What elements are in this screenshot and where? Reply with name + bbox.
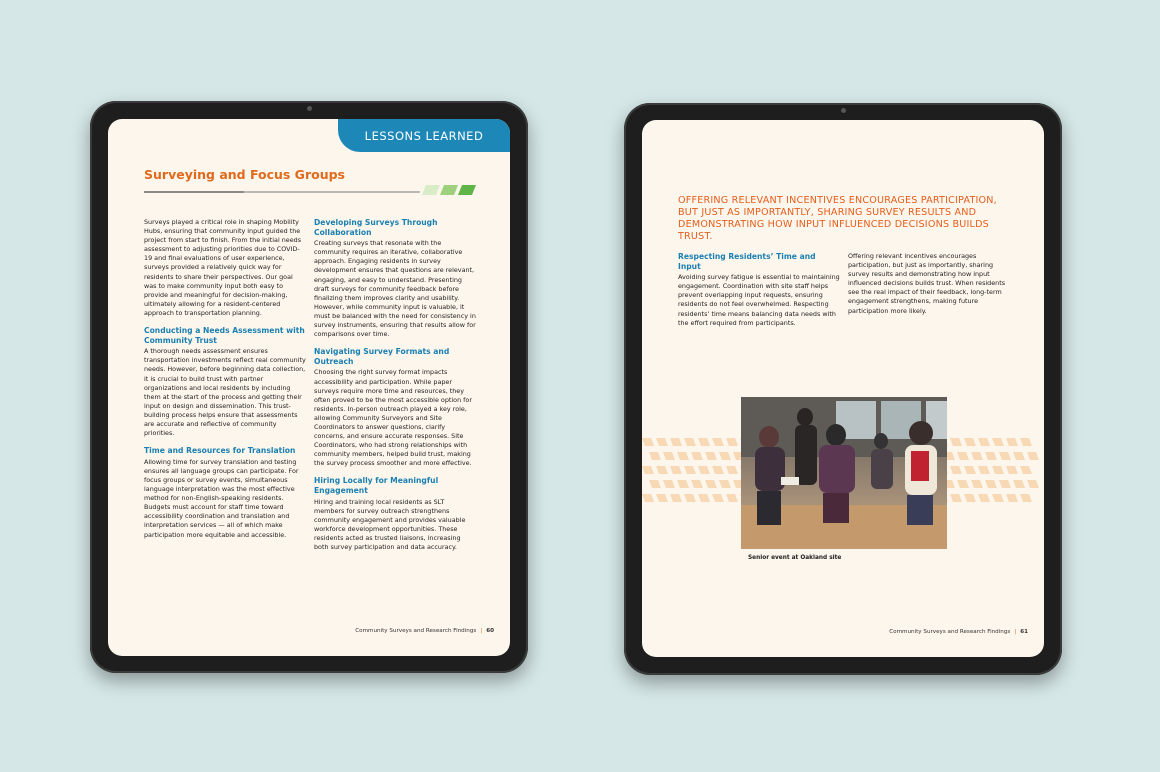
chevron-shape [1027, 480, 1039, 488]
section-body: Avoiding survey fatigue is essential to maintaining engagement. Coordination with site staff helps prevent overlapping input requests, ensuring residents do not feel overwhelmed. Respecting residents’ time means balancing data needs with the effort required from participants. [678, 273, 840, 327]
chevron-shape [999, 480, 1011, 488]
chevron-shape [1006, 466, 1018, 474]
chevron-shape [719, 452, 731, 460]
chevron-shape [642, 438, 654, 446]
chevron-shape [726, 438, 738, 446]
chevron-shape [684, 438, 696, 446]
section-body: Allowing time for survey translation and testing ensures all language groups can participate. For focus groups or survey events, simultaneous language interpretation was the most effective method for non-English-speaking residents. Budgets must account for staff time toward accessibility coordination and translation and interpretation services — all of which make participation more equitable and accessible. [144, 457, 299, 539]
photo-caption: Senior event at Oakland site [748, 555, 842, 561]
page-footer [355, 628, 494, 634]
chevron-shape [999, 452, 1011, 460]
chevron-shape [992, 466, 1004, 474]
chevron-shape [964, 466, 976, 474]
chevron-shape [1006, 494, 1018, 502]
chevron-shape [684, 466, 696, 474]
chevron-shape [950, 438, 962, 446]
title-divider [144, 191, 420, 193]
chevron-shape [642, 466, 654, 474]
chevron-shape [957, 480, 969, 488]
pull-quote: OFFERING RELEVANT INCENTIVES ENCOURAGES PARTICIPATION, BUT JUST AS IMPORTANTLY, SHARING SURVEY RESULTS AND DEMONSTRATING HOW INPUT INFLUENCED DECISIONS BUILDS TRUST. [678, 195, 997, 242]
chevron-shape [656, 438, 668, 446]
chevron-shape [950, 466, 962, 474]
section-heading: Navigating Survey Formats and Outreach [314, 347, 450, 366]
left-tablet [90, 101, 528, 673]
right-tablet [624, 103, 1062, 675]
chevron-shape [649, 480, 661, 488]
chevron-shape [1006, 438, 1018, 446]
chevron-shape [691, 452, 703, 460]
section-banner: LESSONS LEARNED [338, 119, 510, 152]
chevron-shape [985, 480, 997, 488]
chevron-shape [964, 494, 976, 502]
chevron-shape [656, 494, 668, 502]
chevron-shape [698, 494, 710, 502]
chevron-shape [642, 494, 654, 502]
chevron-shape [978, 466, 990, 474]
chevron-shape [670, 494, 682, 502]
page-footer [889, 629, 1028, 635]
footer-separator: | [480, 628, 483, 634]
chevron-shape [1020, 494, 1032, 502]
chevron-shape [978, 438, 990, 446]
chevron-shape [677, 480, 689, 488]
page-title: Surveying and Focus Groups [144, 167, 345, 182]
chevron-shape [964, 438, 976, 446]
right-column-2 [848, 252, 1010, 324]
event-photo [741, 397, 947, 549]
left-column-2 [314, 218, 476, 560]
chevron-shape [1020, 466, 1032, 474]
section-heading: Respecting Residents’ Time and Input [678, 252, 816, 271]
chevron-shape [705, 452, 717, 460]
chevron-shape [726, 494, 738, 502]
chevron-shape [663, 452, 675, 460]
chevron-shape [712, 494, 724, 502]
chevron-shape [691, 480, 703, 488]
chevron-shape [957, 452, 969, 460]
chevron-shape [1013, 452, 1025, 460]
chevron-shape [1027, 452, 1039, 460]
chevron-shape [950, 494, 962, 502]
right-page [642, 120, 1044, 657]
chevron-shape [670, 466, 682, 474]
right-column-1 [678, 252, 840, 336]
chevron-shape [971, 480, 983, 488]
decorative-bar [458, 185, 476, 195]
chevron-shape [978, 494, 990, 502]
chevron-shape [712, 438, 724, 446]
left-page [108, 119, 510, 656]
section-heading: Time and Resources for Translation [144, 446, 296, 456]
section-body: Choosing the right survey format impacts accessibility and participation. While paper surveys require more time and resources, they often proved to be the most accessible option for residents. In-person outreach played a key role, allowing Community Surveyors and Site Coordinators to answer questions, clarify concerns, and ensure accurate responses. Site Coordinators, who had strong relationships with community members, helped build trust, making the survey process smoother and more effective. [314, 368, 472, 468]
section-body: Creating surveys that resonate with the community requires an iterative, collaborative approach. Engaging residents in survey development ensures that questions are relevant, engaging, and easy to understand. Presenting draft surveys for community feedback before finalizing them improves clarity and usability. However, while community input is valuable, it must be balanced with the need for consistency in survey instruments, ensuring that results allow for comparisons over time. [314, 239, 476, 339]
chevron-shape [649, 452, 661, 460]
section-body: Offering relevant incentives encourages participation, but just as importantly, sharing survey results and demonstrating how input influenced decisions builds trust. When residents see the real impact of their feedback, long-term engagement strengthens, making future participation more likely. [848, 252, 1006, 315]
chevron-shape [677, 452, 689, 460]
chevron-shape [698, 438, 710, 446]
decorative-bars [424, 185, 474, 195]
chevron-shape [1020, 438, 1032, 446]
chevron-shape [719, 480, 731, 488]
chevron-shape [663, 480, 675, 488]
camera-dot [307, 106, 312, 111]
photo-illustration [741, 397, 947, 549]
section-body: A thorough needs assessment ensures transportation investments reflect real community needs. However, before beginning data collection, it is crucial to build trust with partner organizations and local residents by including them at the start of the process and getting their input on design and dissemination. This trust-building process helps ensure that assessments are accurate and reflective of community priorities. [144, 347, 306, 438]
section-body: Hiring and training local residents as SLT members for survey outreach strengthens community engagement and provides valuable workforce development opportunities. These residents acted as trusted liaisons, increasing both survey participation and data accuracy. [314, 497, 466, 552]
footer-text: Community Surveys and Research Findings [889, 629, 1011, 635]
chevron-shape [992, 494, 1004, 502]
chevron-shape [985, 452, 997, 460]
chevron-shape [971, 452, 983, 460]
chevron-shape [712, 466, 724, 474]
chevron-shape [705, 480, 717, 488]
page-number: 60 [486, 628, 494, 634]
left-column-1 [144, 218, 306, 548]
section-body: Surveys played a critical role in shaping Mobility Hubs, ensuring that community input guided the project from start to finish. From the initial needs assessment to adjusting priorities due to COVID-19 and final evaluations of user experience, surveys provided a relatively quick way for residents to share their perspectives. Our goal was to make community input both easy to provide and meaningful for decision-making, ultimately allowing for a resident-centered approach to transportation planning. [144, 218, 302, 317]
chevron-shape [670, 438, 682, 446]
decorative-bar [422, 185, 440, 195]
camera-dot [841, 108, 846, 113]
page-number: 61 [1020, 629, 1028, 635]
section-heading: Conducting a Needs Assessment with Community Trust [144, 326, 305, 345]
chevron-shape [1013, 480, 1025, 488]
chevron-shape [726, 466, 738, 474]
chevron-shape [684, 494, 696, 502]
chevron-shape [992, 438, 1004, 446]
chevron-shape [698, 466, 710, 474]
section-heading: Hiring Locally for Meaningful Engagement [314, 476, 439, 496]
decorative-bar [440, 185, 458, 195]
section-heading: Developing Surveys Through Collaboration [314, 218, 438, 237]
chevron-shape [656, 466, 668, 474]
footer-text: Community Surveys and Research Findings [355, 628, 477, 634]
footer-separator: | [1014, 629, 1017, 635]
